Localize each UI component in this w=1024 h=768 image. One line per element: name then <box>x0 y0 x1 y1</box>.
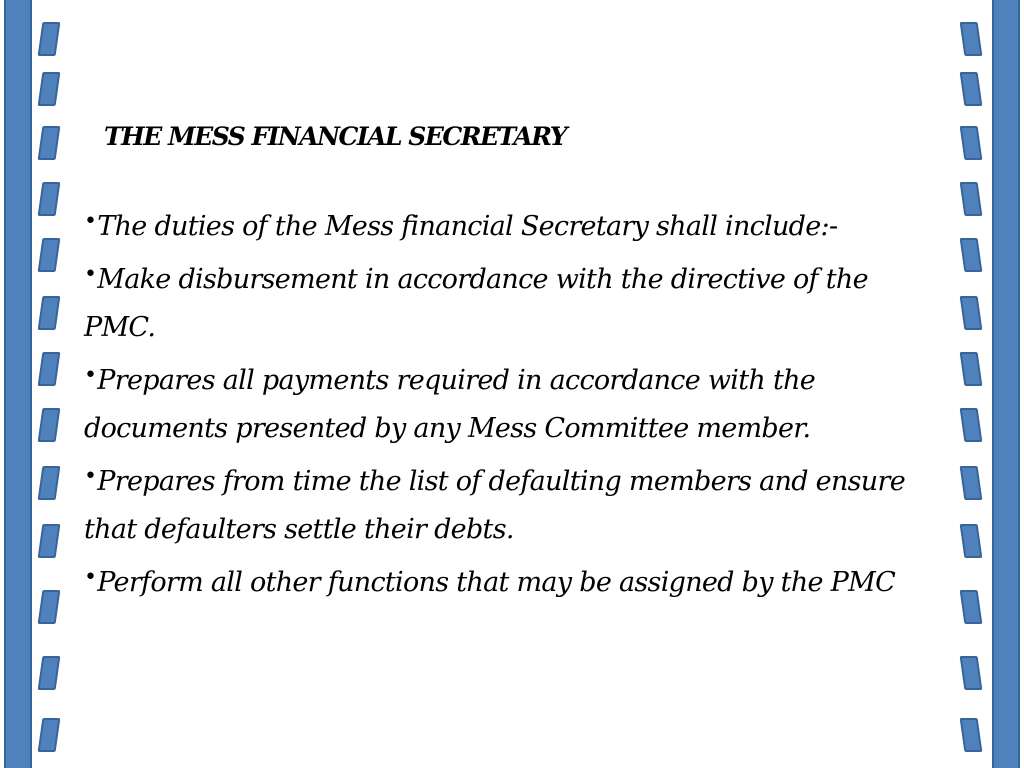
right-border-bar <box>992 0 1020 768</box>
duties-list <box>84 198 924 607</box>
border-tab <box>960 352 983 386</box>
border-tab <box>38 590 61 624</box>
border-tab <box>960 524 983 558</box>
right-border-tabs <box>952 0 992 768</box>
border-tab <box>38 408 61 442</box>
list-item-text: Prepares from time the list of defaulting members and ensure that defaulters settle their debts. <box>84 466 905 545</box>
border-tab <box>960 72 983 106</box>
border-tab <box>38 466 61 500</box>
bullet-icon: • <box>84 565 97 590</box>
border-tab <box>960 656 983 690</box>
border-tab <box>960 408 983 442</box>
border-tab <box>960 718 983 752</box>
list-item-text: Perform all other functions that may be assigned by the PMC <box>97 567 896 598</box>
list-item <box>84 554 924 607</box>
border-tab <box>38 22 61 56</box>
border-tab <box>960 22 983 56</box>
border-tab <box>38 352 61 386</box>
list-item <box>84 352 924 453</box>
list-item-text: The duties of the Mess financial Secretary shall include:- <box>97 211 838 242</box>
list-item <box>84 251 924 352</box>
border-tab <box>38 524 61 558</box>
border-tab <box>38 718 61 752</box>
bullet-icon: • <box>84 209 97 234</box>
border-tab <box>960 126 983 160</box>
border-tab <box>960 296 983 330</box>
border-tab <box>960 182 983 216</box>
slide-title: THE MESS FINANCIAL SECRETARY <box>104 122 567 151</box>
bullet-icon: • <box>84 464 97 489</box>
list-item <box>84 453 924 554</box>
border-tab <box>38 182 61 216</box>
list-item-text: Prepares all payments required in accordance with the documents presented by any Mess Committee member. <box>84 365 816 444</box>
left-border-tabs <box>32 0 72 768</box>
border-tab <box>960 238 983 272</box>
border-tab <box>38 238 61 272</box>
border-tab <box>38 296 61 330</box>
list-item-text: Make disbursement in accordance with the directive of the PMC. <box>84 264 868 343</box>
border-tab <box>960 590 983 624</box>
bullet-icon: • <box>84 262 97 287</box>
border-tab <box>38 656 61 690</box>
border-tab <box>960 466 983 500</box>
border-tab <box>38 126 61 160</box>
left-border-bar <box>4 0 32 768</box>
border-tab <box>38 72 61 106</box>
list-item <box>84 198 924 251</box>
bullet-icon: • <box>84 363 97 388</box>
